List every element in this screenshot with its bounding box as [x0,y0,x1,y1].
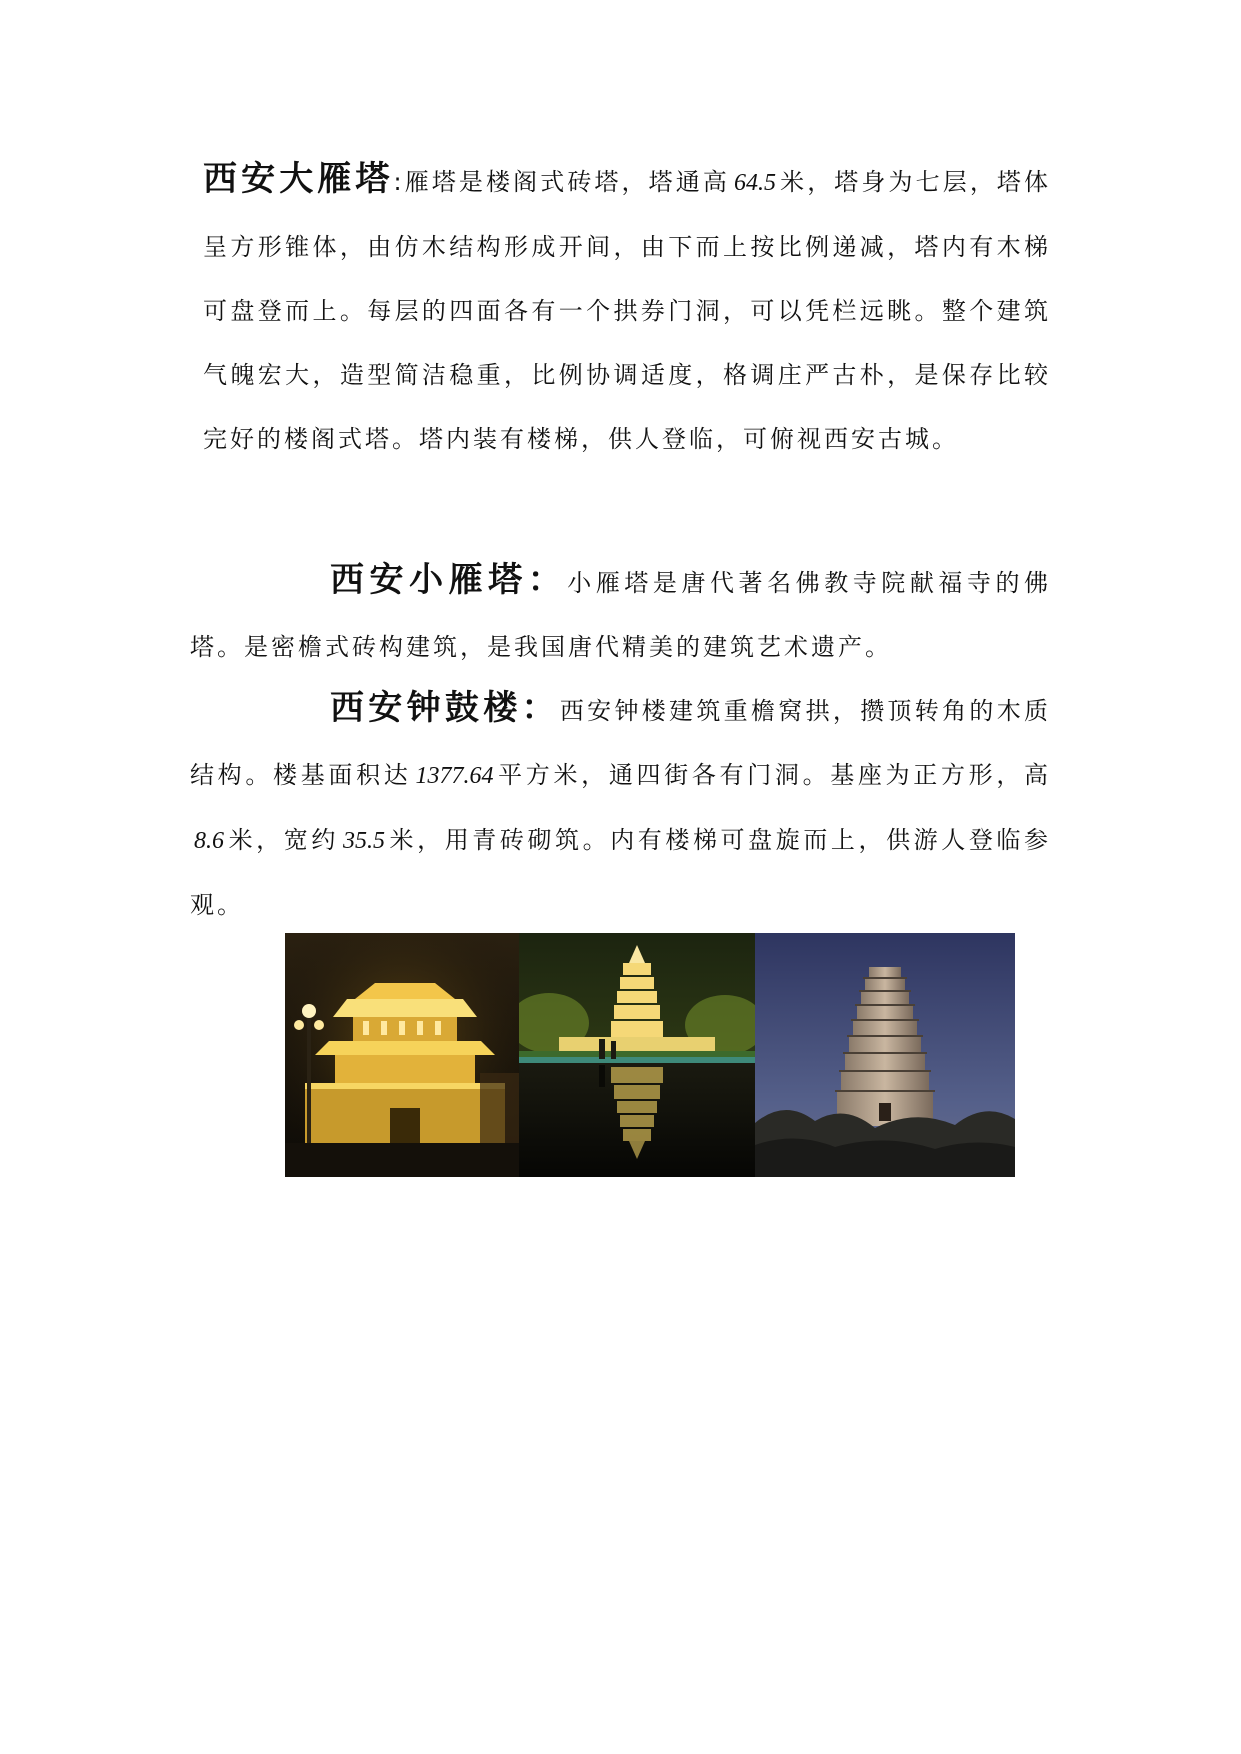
drum-tower-night-photo [285,933,519,1177]
height-value: 64.5 [733,170,776,196]
paragraph-big-wild-goose-pagoda [203,147,1051,471]
body-text: 米，用青砖砌筑。内有楼梯可盘旋而上，供游人登临参观。 [190,826,1052,919]
section-heading: 西安大雁塔 [203,159,394,199]
body-text: 雁塔是楼阁式砖塔，塔通高 [404,168,730,196]
heading-separator: ： [521,688,560,728]
pagoda-reflection-night-photo [519,933,755,1177]
body-text: 米，塔身为七层，塔体呈方形锥体，由仿木结构形成开间，由下而上按比例递减，塔内有木梯可盘登而上。每层的四面各有一个拱券门洞，可以凭栏远眺。整个建筑气魄宏大，造型简洁稳重，比例协调适度，格调庄严古朴，是保存比较完好的楼阁式塔。塔内装有楼梯，供人登临，可俯视西安古城。 [203,168,1052,453]
body-text: 米，宽约 [228,826,339,854]
base-height-value: 8.6 [194,828,224,854]
body-text: 小雁塔是唐代著名佛教寺院献福寺的佛塔。是密檐式砖构建筑，是我国唐代精美的建筑艺术遗产。 [190,569,1052,661]
section-bell-drum-tower [190,676,1051,937]
heading-separator: ： [527,560,568,600]
base-width-value: 35.5 [342,828,385,854]
paragraph-small-wild-goose-pagoda [190,548,1051,679]
paragraph-bell-drum-tower [190,676,1051,937]
section-big-wild-goose-pagoda [203,147,1051,471]
body-text: 西安钟楼建筑重檐窝拱，攒顶转角的木质结构。楼基面积达 [190,697,1052,789]
section-heading: 西安钟鼓楼 [330,688,522,728]
small-wild-goose-pagoda-dusk-photo [755,933,1015,1177]
section-small-wild-goose-pagoda [190,548,1051,679]
heading-separator: : [393,168,405,196]
area-value: 1377.64 [415,763,494,789]
photo-strip [285,933,1015,1177]
body-text: 平方米，通四街各有门洞。基座为正方形，高 [497,761,1052,789]
section-heading: 西安小雁塔 [330,560,528,600]
